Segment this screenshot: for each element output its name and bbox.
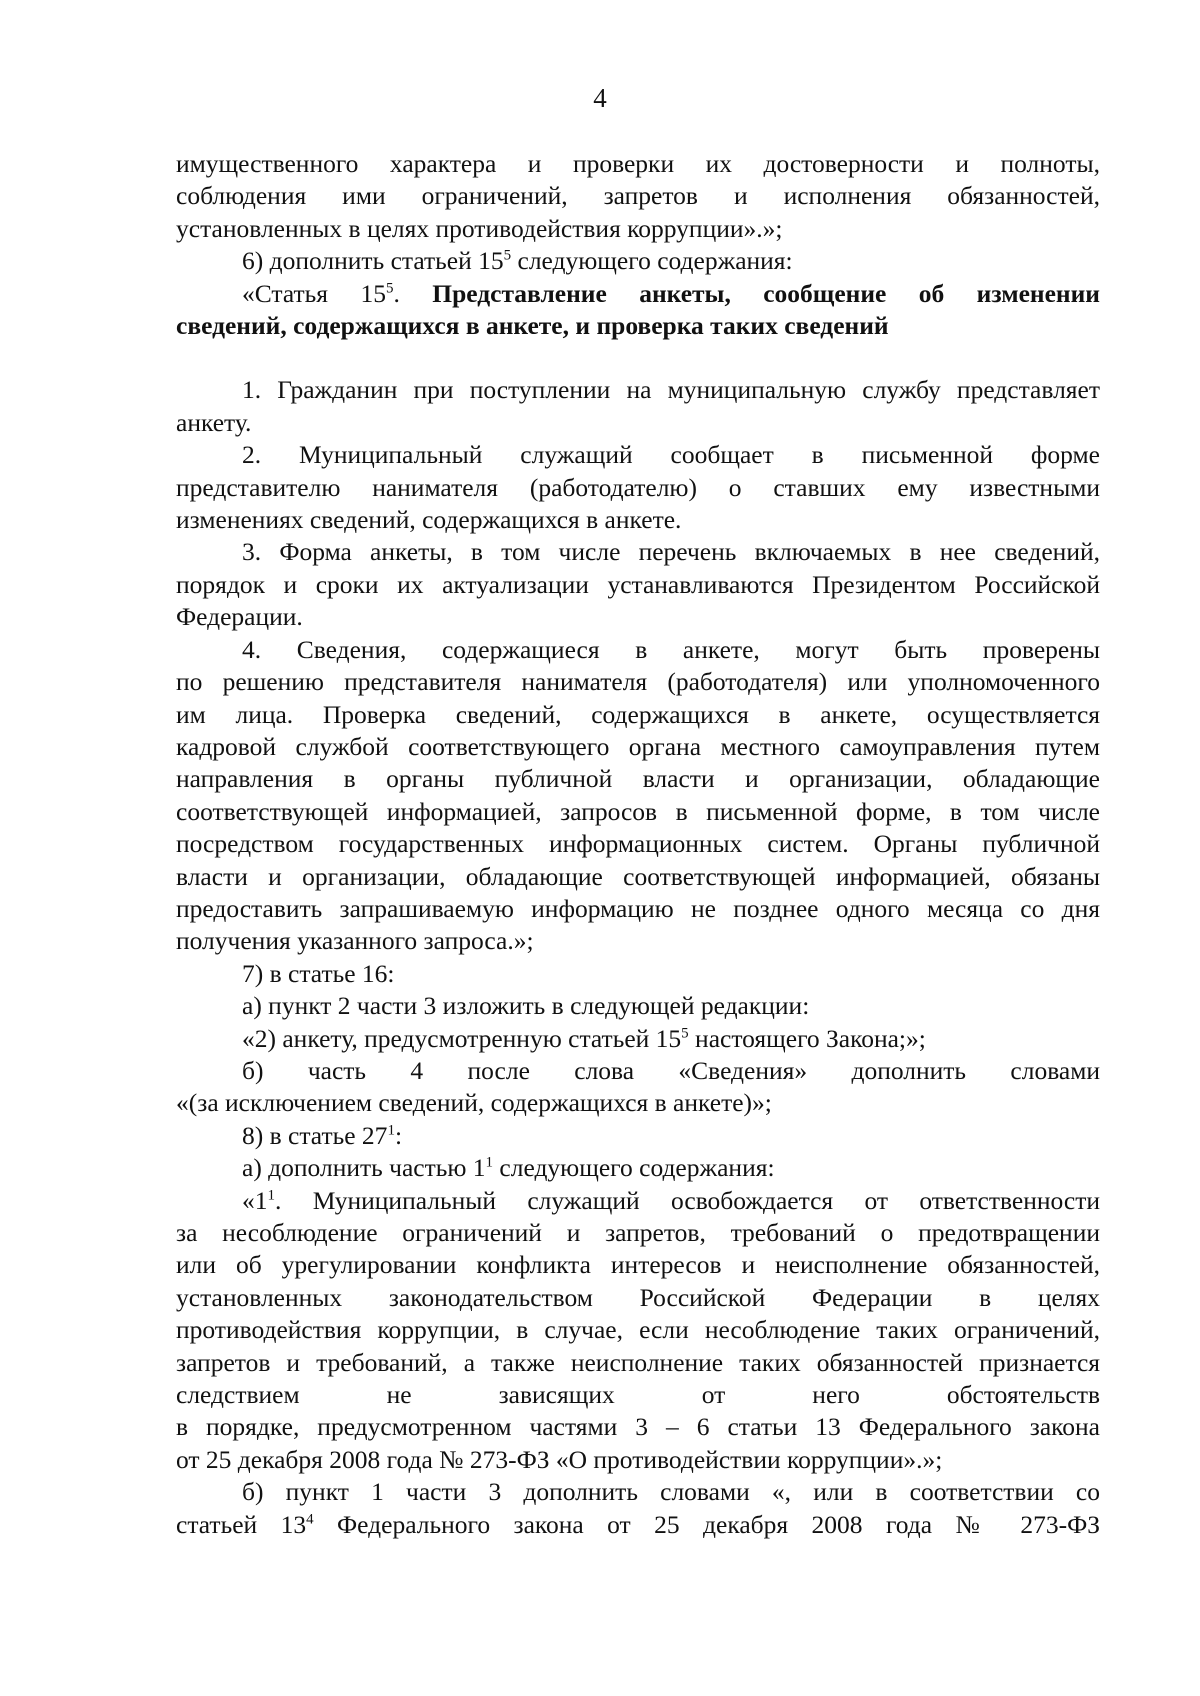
spacer xyxy=(176,342,1100,374)
superscript: 5 xyxy=(681,1025,689,1042)
text-line: запретов и требований, а также неисполнение таких обязанностей признается xyxy=(176,1347,1100,1377)
text-line: Федерации. xyxy=(176,602,303,632)
text-line: противодействия коррупции, в случае, если несоблюдение таких ограничений, xyxy=(176,1315,1100,1345)
page-number: 4 xyxy=(593,83,607,113)
text-line: статьей $13^4$ Федерального закона от 25 декабря 2008 года № 273-ФЗ xyxy=(176,1509,1100,1539)
text-line: получения указанного запроса.»; xyxy=(176,926,534,956)
text-line: б) часть 4 после слова «Сведения» дополнить словами xyxy=(242,1055,1100,1085)
text-line: им лица. Проверка сведений, содержащихся в анкете, осуществляется xyxy=(176,699,1100,729)
text-line: соответствующей информацией, запросов в письменной форме, в том числе xyxy=(176,796,1100,826)
text-line: «(за исключением сведений, содержащихся в анкете)»; xyxy=(176,1088,772,1118)
text-line: посредством государственных информационных систем. Органы публичной xyxy=(176,829,1100,859)
text-line: в порядке, предусмотренном частями 3 – 6 статьи 13 Федерального закона xyxy=(176,1412,1100,1442)
document-body xyxy=(176,148,1100,1541)
text-line: имущественного характера и проверки их достоверности и полноты, xyxy=(176,149,1100,178)
article-title: Представление анкеты, сообщение об изменении xyxy=(432,278,1101,308)
text-line: а) пункт 2 части 3 изложить в следующей редакции: xyxy=(242,991,810,1021)
superscript: 4 xyxy=(306,1511,314,1528)
text-line: направления в органы публичной власти и организации, обладающие xyxy=(176,764,1100,794)
superscript: 1 xyxy=(387,1122,395,1139)
superscript: 5 xyxy=(385,280,394,297)
text-line: представителю нанимателя (работодателю) о ставших ему известными xyxy=(176,472,1100,502)
text-line: 3. Форма анкеты, в том числе перечень включаемых в нее сведений, xyxy=(242,537,1100,567)
text-line: анкету. xyxy=(176,407,252,437)
text-line: 6) дополнить статьей $15^5$ следующего содержания: xyxy=(242,246,793,276)
text-line: б) пункт 1 части 3 дополнить словами «, или в соответствии со xyxy=(242,1477,1100,1507)
article-heading-line: «Статья $15^5$. Представление анкеты, сообщение об изменении xyxy=(242,278,1101,308)
superscript: 1 xyxy=(485,1154,494,1171)
text-line: 7) в статье 16: xyxy=(242,958,395,988)
text-line: а) дополнить частью $1^1$ следующего содержания: xyxy=(242,1153,775,1183)
text-line: 2. Муниципальный служащий сообщает в письменной форме xyxy=(242,440,1100,470)
text-line: «2) анкету, предусмотренную статьей $15^5$ настоящего Закона;»; xyxy=(242,1023,926,1053)
text-line: порядок и сроки их актуализации устанавливаются Президентом Российской xyxy=(176,569,1100,599)
text-line: соблюдения ими ограничений, запретов и исполнения обязанностей, xyxy=(176,181,1100,211)
text-line: следствием не зависящих от него обстоятельств xyxy=(176,1380,1100,1410)
text-line: по решению представителя нанимателя (работодателя) или уполномоченного xyxy=(176,667,1100,697)
text-line: предоставить запрашиваемую информацию не позднее одного месяца со дня xyxy=(176,893,1100,923)
superscript: 5 xyxy=(503,247,512,264)
text-line: 4. Сведения, содержащиеся в анкете, могут быть проверены xyxy=(242,634,1100,664)
text-line: «$1^1$. Муниципальный служащий освобождается от ответственности xyxy=(242,1185,1100,1215)
text-line: кадровой службой соответствующего органа местного самоуправления путем xyxy=(176,731,1100,761)
text-line: изменениях сведений, содержащихся в анкете. xyxy=(176,505,682,535)
text-line: установленных в целях противодействия коррупции».»; xyxy=(176,213,783,243)
text-line: от 25 декабря 2008 года № 273-ФЗ «О противодействии коррупции».»; xyxy=(176,1444,943,1474)
text-line: установленных законодательством Российской Федерации в целях xyxy=(176,1282,1100,1312)
text-line: власти и организации, обладающие соответствующей информацией, обязаны xyxy=(176,861,1100,891)
text-line: за несоблюдение ограничений и запретов, требований о предотвращении xyxy=(176,1218,1100,1247)
text-line: 8) в статье $27^1$: xyxy=(242,1120,403,1150)
text-line: или об урегулировании конфликта интересов и неисполнение обязанностей, xyxy=(176,1250,1100,1280)
article-title-continued: сведений, содержащихся в анкете, и проверка таких сведений xyxy=(176,311,889,341)
superscript: 1 xyxy=(267,1187,275,1204)
text-line: 1. Гражданин при поступлении на муниципальную службу представляет xyxy=(242,375,1100,405)
